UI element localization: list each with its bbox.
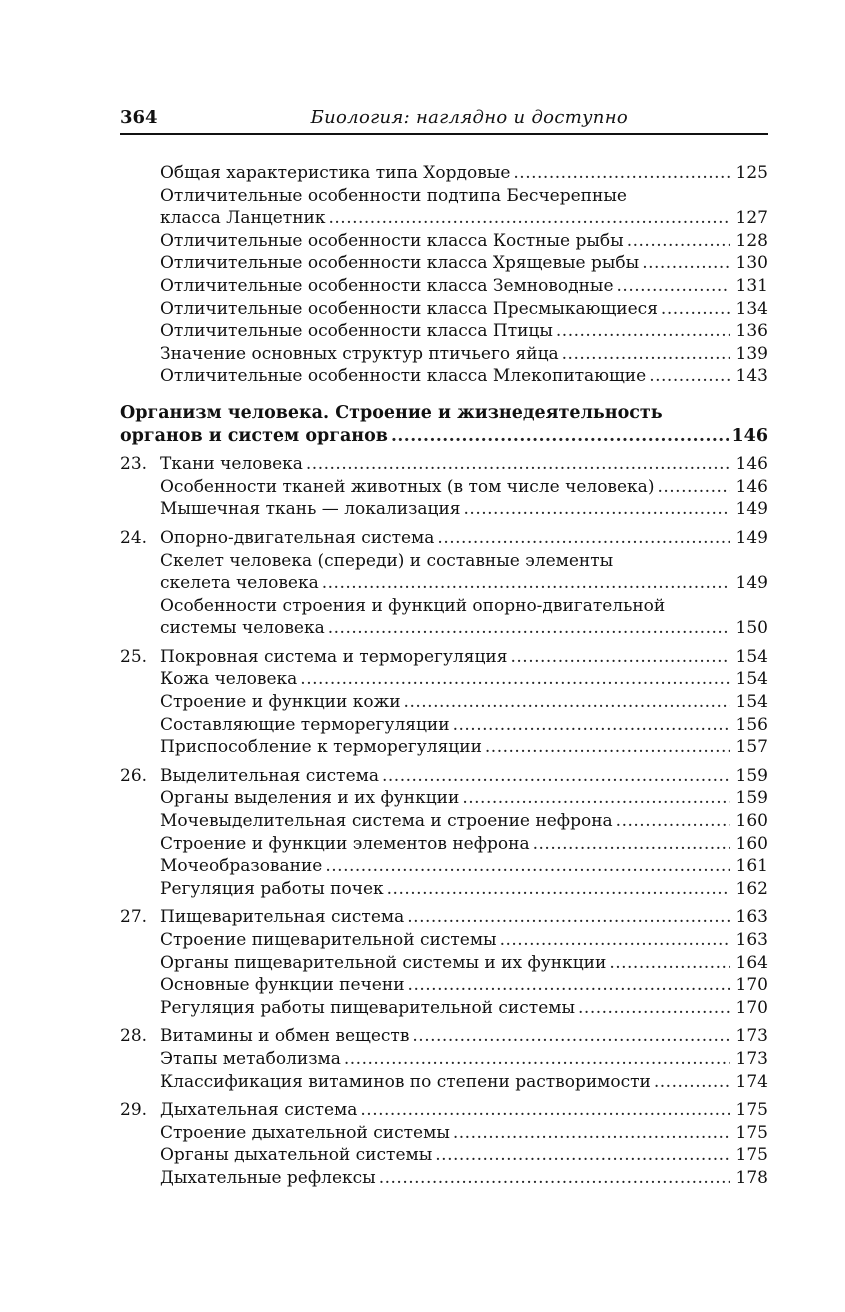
entry-title: Органы выделения и их функции: [160, 788, 460, 809]
entry-page-number: 150: [735, 618, 768, 639]
entry-title: Ткани человека: [160, 454, 303, 475]
dot-leader: [382, 765, 730, 788]
part-heading: [120, 402, 768, 447]
entry-page-number: 157: [735, 737, 768, 758]
toc-entry[interactable]: [120, 997, 768, 1020]
entry-page-number: 173: [735, 1026, 768, 1047]
section-heading[interactable]: [120, 765, 768, 788]
dot-leader: [661, 298, 730, 321]
toc-entry[interactable]: [120, 275, 768, 298]
entry-title: Организм человека. Строение и жизнедеятельность: [120, 402, 663, 423]
toc-intro-group: [120, 162, 768, 388]
dot-leader: [360, 1099, 730, 1122]
toc-entry[interactable]: [120, 550, 768, 595]
toc-section: [120, 1099, 768, 1189]
entry-page-number: 173: [735, 1048, 768, 1069]
entry-page-number: 136: [735, 321, 768, 342]
dot-leader: [513, 162, 730, 185]
toc-entry[interactable]: [120, 476, 768, 499]
entry-title: Классификация витаминов по степени растворимости: [160, 1071, 651, 1092]
entry-page-number: 154: [735, 669, 768, 690]
entry-title: Опорно-двигательная система: [160, 527, 435, 548]
dot-leader: [578, 997, 730, 1020]
entry-title: Отличительные особенности класса Пресмыкающиеся: [160, 298, 658, 319]
dot-leader: [556, 320, 730, 343]
toc-entry[interactable]: [120, 1144, 768, 1167]
entry-page-number: 170: [735, 975, 768, 996]
dot-leader: [453, 1122, 730, 1145]
entry-title: системы человека: [160, 618, 325, 639]
entry-page-number: 163: [735, 907, 768, 928]
toc-entry[interactable]: [120, 365, 768, 388]
entry-title: Пищеварительная система: [160, 907, 405, 928]
section-number: 25.: [120, 646, 148, 667]
toc-section: [120, 906, 768, 1019]
section-number: 29.: [120, 1100, 148, 1121]
dot-leader: [412, 1025, 730, 1048]
entry-page-number: 134: [735, 298, 768, 319]
entry-page-number: 170: [735, 997, 768, 1018]
toc-entry[interactable]: [120, 498, 768, 521]
entry-title: Значение основных структур птичьего яйца: [160, 343, 559, 364]
toc-entry[interactable]: [120, 810, 768, 833]
entry-title: Отличительные особенности класса Птицы: [160, 321, 553, 342]
dot-leader: [462, 787, 730, 810]
toc-entry[interactable]: [120, 833, 768, 856]
toc-entry[interactable]: [120, 1122, 768, 1145]
entry-page-number: 159: [735, 765, 768, 786]
toc-entry[interactable]: [120, 230, 768, 253]
entry-page-number: 174: [735, 1071, 768, 1092]
dot-leader: [657, 476, 730, 499]
toc-entry[interactable]: [120, 298, 768, 321]
entry-title: Отличительные особенности класса Земноводные: [160, 275, 614, 296]
entry-page-number: 159: [735, 788, 768, 809]
entry-title: Строение и функции элементов нефрона: [160, 833, 530, 854]
entry-title: Дыхательные рефлексы: [160, 1167, 376, 1188]
dot-leader: [485, 736, 730, 759]
toc-entry[interactable]: [120, 878, 768, 901]
entry-title: Кожа человека: [160, 669, 298, 690]
toc-entry[interactable]: [120, 1048, 768, 1071]
entry-page-number: 175: [735, 1145, 768, 1166]
dot-leader: [387, 878, 730, 901]
entry-title: Регуляция работы почек: [160, 878, 384, 899]
toc-entry[interactable]: [120, 162, 768, 185]
entry-page-number: 146: [735, 476, 768, 497]
entry-page-number: 161: [735, 856, 768, 877]
toc-entry[interactable]: [120, 736, 768, 759]
entry-title: Органы дыхательной системы: [160, 1145, 433, 1166]
section-heading[interactable]: [120, 1025, 768, 1048]
section-heading[interactable]: [120, 906, 768, 929]
entry-page-number: 127: [735, 208, 768, 229]
entry-page-number: 175: [735, 1100, 768, 1121]
section-number: 24.: [120, 527, 148, 548]
entry-title: Витамины и обмен веществ: [160, 1026, 410, 1047]
entry-page-number: 154: [735, 692, 768, 713]
entry-page-number: 154: [735, 646, 768, 667]
entry-title: Мочеобразование: [160, 856, 323, 877]
entry-title: Отличительные особенности класса Млекопитающие: [160, 366, 647, 387]
entry-title: Основные функции печени: [160, 975, 405, 996]
entry-title: Выделительная система: [160, 765, 379, 786]
entry-title: Органы пищеварительной системы и их функции: [160, 952, 607, 973]
toc-section: [120, 527, 768, 640]
toc-entry[interactable]: [120, 714, 768, 737]
section-number: 28.: [120, 1026, 148, 1047]
dot-leader: [510, 646, 730, 669]
entry-title: Скелет человека (спереди) и составные элементы: [160, 550, 614, 571]
toc-entry[interactable]: [120, 855, 768, 878]
entry-title: Составляющие терморегуляции: [160, 714, 450, 735]
dot-leader: [617, 275, 730, 298]
entry-title: Строение дыхательной системы: [160, 1122, 450, 1143]
entry-page-number: 164: [735, 952, 768, 973]
entry-page-number: 143: [735, 366, 768, 387]
entry-page-number: 146: [735, 454, 768, 475]
entry-page-number: 160: [735, 811, 768, 832]
toc-entry[interactable]: [120, 1071, 768, 1094]
dot-leader: [408, 974, 730, 997]
entry-page-number: 139: [735, 343, 768, 364]
toc-entry[interactable]: [120, 929, 768, 952]
section-heading[interactable]: [120, 453, 768, 476]
page-number: 364: [120, 107, 158, 128]
entry-page-number: 178: [735, 1167, 768, 1188]
entry-page-number: 163: [735, 930, 768, 950]
entry-title: Дыхательная система: [160, 1100, 358, 1121]
dot-leader: [649, 365, 730, 388]
toc-section: [120, 646, 768, 759]
entry-title: Этапы метаболизма: [160, 1048, 341, 1069]
toc-section: [120, 1025, 768, 1093]
dot-leader: [609, 952, 730, 975]
section-number: 26.: [120, 765, 148, 786]
entry-page-number: 149: [735, 499, 768, 520]
toc-section: [120, 765, 768, 901]
running-head: [120, 107, 768, 135]
entry-page-number: 149: [735, 527, 768, 548]
dot-leader: [642, 252, 730, 275]
toc-entry[interactable]: [120, 974, 768, 997]
entry-page-number: 149: [735, 573, 768, 594]
dot-leader: [407, 906, 730, 929]
dot-leader: [300, 668, 730, 691]
toc-entry[interactable]: [120, 1167, 768, 1190]
entry-page-number: 125: [735, 163, 768, 183]
entry-page-number: 128: [735, 230, 768, 251]
entry-title: Мочевыделительная система и строение нефрона: [160, 811, 613, 832]
entry-title: Строение пищеварительной системы: [160, 930, 497, 950]
entry-title: Общая характеристика типа Хордовые: [160, 163, 511, 183]
entry-title: Особенности строения и функций опорно-двигательной: [160, 595, 666, 616]
toc-entry[interactable]: [120, 668, 768, 691]
book-title: Биология: наглядно и доступно: [310, 107, 628, 128]
entry-title: Отличительные особенности класса Хрящевые рыбы: [160, 253, 640, 274]
dot-leader: [616, 810, 730, 833]
entry-page-number: 160: [735, 833, 768, 854]
dot-leader: [562, 343, 730, 366]
entry-page-number: 131: [735, 275, 768, 296]
dot-leader: [322, 572, 730, 595]
entry-title: Покровная система и терморегуляция: [160, 646, 508, 667]
section-heading[interactable]: [120, 646, 768, 669]
table-of-contents: [120, 162, 768, 1190]
dot-leader: [328, 207, 730, 230]
dot-leader: [391, 425, 730, 448]
entry-page-number: 156: [735, 714, 768, 735]
dot-leader: [627, 230, 730, 253]
entry-title: Строение и функции кожи: [160, 692, 401, 713]
dot-leader: [654, 1071, 730, 1094]
toc-entry[interactable]: [120, 343, 768, 366]
section-number: 23.: [120, 454, 148, 475]
entry-title: Мышечная ткань — локализация: [160, 499, 461, 520]
part-heading-entry[interactable]: [120, 402, 768, 447]
entry-title: класса Ланцетник: [160, 208, 326, 229]
toc-entry[interactable]: [120, 320, 768, 343]
section-heading[interactable]: [120, 527, 768, 550]
toc-entry[interactable]: [120, 252, 768, 275]
entry-title: Приспособление к терморегуляции: [160, 737, 482, 758]
entry-page-number: 130: [735, 253, 768, 274]
dot-leader: [404, 691, 730, 714]
toc-entry[interactable]: [120, 952, 768, 975]
dot-leader: [500, 929, 730, 952]
dot-leader: [464, 498, 730, 521]
entry-page-number: 162: [735, 878, 768, 899]
dot-leader: [437, 527, 730, 550]
toc-section: [120, 453, 768, 521]
entry-title: Регуляция работы пищеварительной системы: [160, 997, 576, 1018]
section-number: 27.: [120, 907, 148, 928]
section-heading[interactable]: [120, 1099, 768, 1122]
dot-leader: [328, 617, 730, 640]
entry-page-number: 146: [731, 425, 768, 446]
entry-page-number: 175: [735, 1122, 768, 1143]
dot-leader: [453, 714, 730, 737]
dot-leader: [435, 1144, 730, 1167]
dot-leader: [379, 1167, 730, 1190]
entry-title: Отличительные особенности класса Костные рыбы: [160, 230, 624, 251]
toc-entry[interactable]: [120, 185, 768, 230]
dot-leader: [325, 855, 730, 878]
dot-leader: [344, 1048, 730, 1071]
entry-title: скелета человека: [160, 573, 319, 594]
dot-leader: [306, 453, 730, 476]
toc-entry[interactable]: [120, 691, 768, 714]
entry-title: органов и систем органов: [120, 425, 388, 446]
dot-leader: [533, 833, 730, 856]
entry-title: Отличительные особенности подтипа Бесчерепные: [160, 185, 627, 206]
entry-title: Особенности тканей животных (в том числе человека): [160, 476, 655, 497]
toc-entry[interactable]: [120, 595, 768, 640]
toc-entry[interactable]: [120, 787, 768, 810]
